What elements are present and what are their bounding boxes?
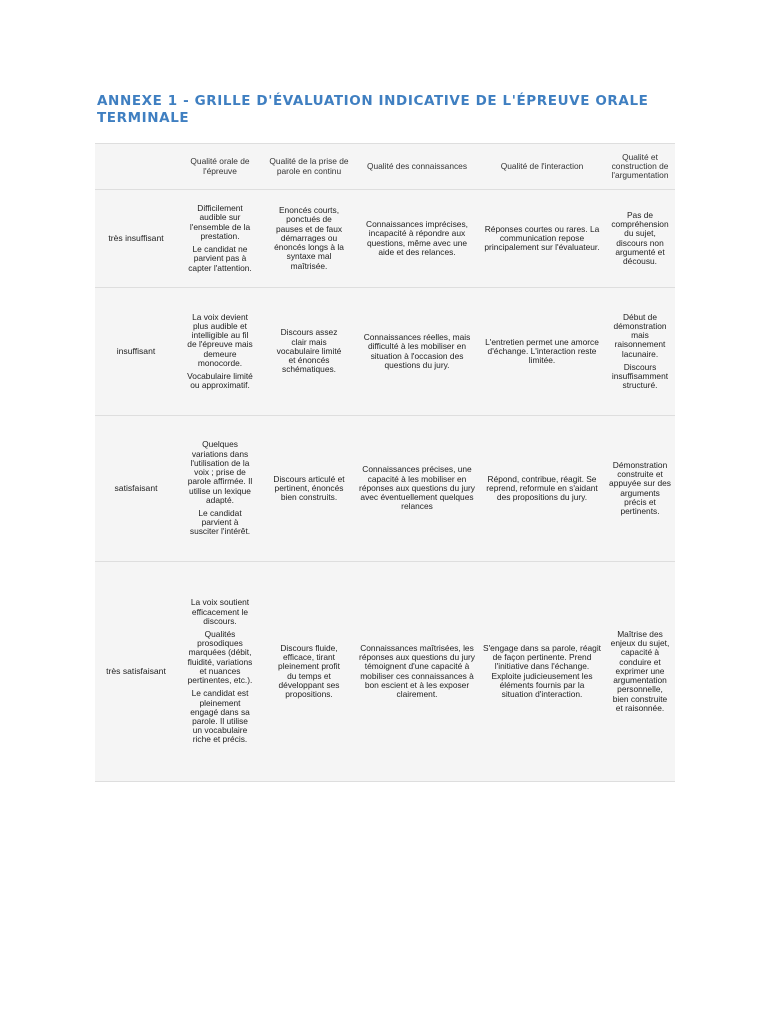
header-cell-empty [95, 144, 177, 189]
table-cell: Enoncés courts, ponctués de pauses et de faux démarrages ou énoncés longs à la syntaxe mal maîtrisée. [274, 205, 344, 271]
table-row [95, 416, 675, 562]
page-title: ANNEXE 1 - GRILLE D'ÉVALUATION INDICATIVE DE L'ÉPREUVE ORALE TERMINALE [97, 93, 649, 126]
table-cell: Difficilement audible sur l'ensemble de la prestation. Le candidat ne parvient pas à capter l'attention. [188, 203, 252, 273]
table-cell: Connaissances réelles, mais difficulté à les mobiliser en situation à l'occasion des questions du jury. [363, 332, 471, 370]
table-row [95, 190, 675, 288]
table-row [95, 288, 675, 416]
evaluation-grid [95, 143, 675, 782]
header-cell-interaction: Qualité de l'interaction [500, 160, 584, 171]
table-cell: Connaissances imprécises, incapacité à répondre aux questions, même avec une aide et des relances. [366, 219, 468, 257]
table-cell: Démonstration construite et appuyée sur des arguments précis et pertinents. [609, 459, 671, 516]
table-cell: Répond, contribue, réagit. Se reprend, reformule en s'aidant des propositions du jury. [486, 473, 598, 503]
header-cell-oral: Qualité orale de l'épreuve [190, 156, 250, 176]
table-cell: Quelques variations dans l'utilisation de la voix ; prise de parole affirmée. Il utilise un lexique adapté. Le candidat parvient à susciter l'intérêt. [187, 439, 253, 537]
row-label: satisfaisant [114, 482, 158, 493]
table-row [95, 562, 675, 782]
table-cell: Réponses courtes ou rares. La communication repose principalement sur l'évaluateur. [484, 223, 600, 253]
table-cell: Maîtrise des enjeux du sujet, capacité à conduire et exprimer une argumentation personnelle, bien construite et raisonnée. [610, 629, 670, 713]
table-cell: Connaissances maîtrisées, les réponses aux questions du jury témoignent d'une capacité à mobiliser ces connaissances à bon escient et à les exposer clairement. [359, 642, 475, 699]
header-cell-connaissances: Qualité des connaissances [366, 160, 468, 171]
table-cell: Pas de compréhension du sujet, discours non argumenté et décousu. [611, 209, 669, 266]
row-label: très insuffisant [108, 232, 164, 243]
row-label: insuffisant [116, 345, 156, 356]
table-cell: La voix devient plus audible et intelligible au fil de l'épreuve mais demeure monocorde. Vocabulaire limité ou approximatif. [187, 311, 253, 391]
table-cell: La voix soutient efficacement le discours. Qualités prosodiques marquées (débit, fluidité, variations et nuances pertinentes, etc.). Le candidat est pleinement engagé dans sa parole. Il utilise un vocabulaire riche et précis. [187, 597, 253, 745]
table-cell: L'entretien permet une amorce d'échange. L'interaction reste limitée. [485, 336, 599, 366]
table-cell: Début de démonstration mais raisonnement lacunaire. Discours insuffisamment structuré. [611, 311, 669, 391]
header-cell-prise-de-parole: Qualité de la prise de parole en continu [269, 156, 349, 176]
table-cell: Discours assez clair mais vocabulaire limité et énoncés schématiques. [276, 327, 342, 375]
table-cell: S'engage dans sa parole, réagit de façon pertinente. Prend l'initiative dans l'échange. Exploite judicieusement les éléments fournis par la situation d'interaction. [483, 642, 602, 699]
row-label: très satisfaisant [106, 665, 166, 676]
header-cell-argumentation: Qualité et construction de l'argumentation [611, 151, 669, 181]
table-cell: Connaissances précises, une capacité à les mobiliser en réponses aux questions du jury avec éventuellement quelques relances [359, 464, 475, 512]
table-header-row [95, 143, 675, 190]
table-cell: Discours fluide, efficace, tirant pleinement profit du temps et développant ses propositions. [278, 642, 340, 699]
table-cell: Discours articulé et pertinent, énoncés bien construits. [273, 473, 345, 503]
